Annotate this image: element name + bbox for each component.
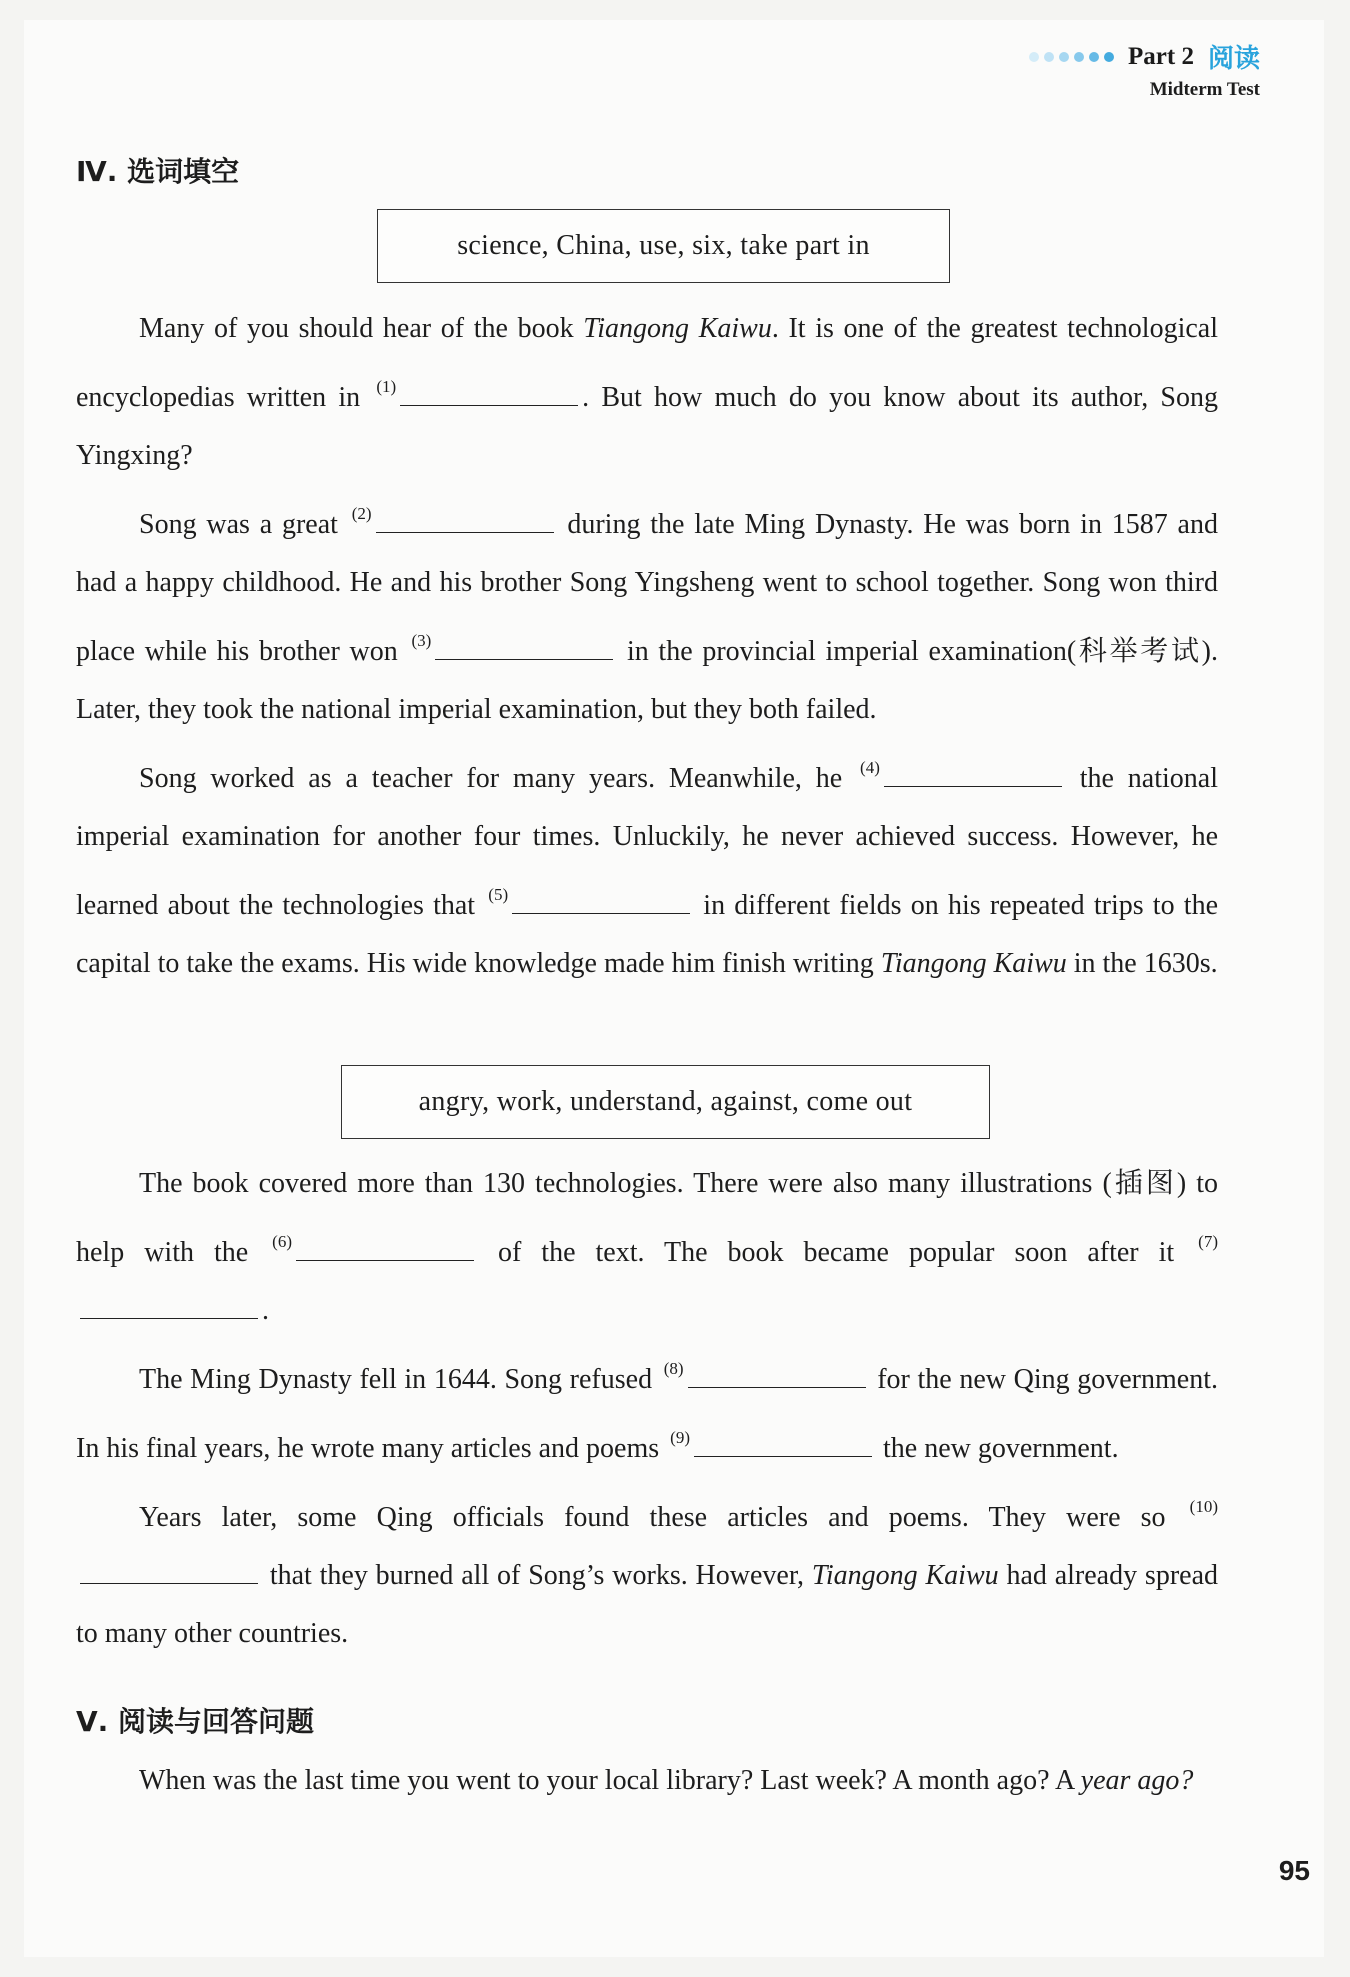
answer-blank-8[interactable] — [688, 1361, 866, 1388]
dot-icon — [1029, 52, 1039, 62]
passage-part-2 — [76, 1155, 1218, 1663]
blank-number: (6) — [272, 1232, 292, 1251]
blank-number: (8) — [663, 1359, 684, 1378]
section-5-heading: Ⅴ. 阅读与回答问题 — [76, 1705, 315, 1738]
answer-blank-1[interactable] — [400, 379, 578, 406]
book-title: Tiangong Kaiwu — [880, 948, 1067, 979]
answer-blank-7[interactable] — [80, 1292, 258, 1319]
blank-number: (9) — [670, 1428, 690, 1447]
blank-number: (10) — [1189, 1497, 1218, 1516]
paragraph: Many of you should hear of the book Tiangong Kaiwu. It is one of the greatest technological encyclopedias written in $^{(1)}$ . But how much do you know about its author, Song Yingxing? — [76, 313, 1219, 471]
answer-blank-10[interactable] — [80, 1557, 258, 1584]
dot-icon — [1044, 52, 1054, 62]
paragraph: Years later, some Qing officials found these articles and poems. They were so $^{(10)}$ that they burned all of Song’s works. However, Tiangong Kaiwu had already spread to many other countries. — [76, 1497, 1219, 1649]
blank-number: (7) — [1198, 1232, 1218, 1251]
answer-blank-4[interactable] — [884, 760, 1062, 787]
page-header — [1029, 38, 1260, 101]
answer-blank-5[interactable] — [512, 887, 690, 914]
blank-number: (5) — [488, 885, 509, 904]
paragraph: The Ming Dynasty fell in 1644. Song refused $^{(8)}$ for the new Qing government. In his final years, he wrote many articles and poems $^{(9)}$ the new government. — [76, 1359, 1218, 1464]
blank-number: (3) — [411, 631, 432, 650]
answer-blank-6[interactable] — [296, 1234, 474, 1261]
paragraph: When was the last time you went to your local library? Last week? A month ago? A year ago? — [139, 1765, 1194, 1796]
paragraph: Song was a great $^{(2)}$ during the late Ming Dynasty. He was born in 1587 and had a happy childhood. He and his brother Song Yingsheng went to school together. Song won third place while his brother won $^{(3)}$ in the provincial imperial examination(科举考试). Later, they took the national imperial examination, but they both failed. — [76, 504, 1218, 725]
word-bank-2: angry, work, understand, against, come out — [341, 1065, 990, 1139]
book-title: Tiangong Kaiwu — [811, 1560, 999, 1591]
passage-section-5 — [76, 1752, 1218, 1810]
paragraph: Song worked as a teacher for many years. Meanwhile, he $^{(4)}$ the national imperial examination for another four times. Unluckily, he never achieved success. However, he learned about the technologies that $^{(5)}$ in different fields on his repeated trips to the capital to take the exams. His wide knowledge made him finish writing Tiangong Kaiwu in the 1630s. — [76, 758, 1218, 979]
decorative-dots — [1029, 52, 1114, 62]
section-4-heading: Ⅳ. 选词填空 — [76, 155, 240, 188]
passage-part-1 — [76, 300, 1218, 993]
page-number: 95 — [1278, 1855, 1310, 1886]
blank-number: (2) — [351, 504, 372, 523]
blank-number: (1) — [376, 377, 397, 396]
word-bank-1: science, China, use, six, take part in — [377, 209, 950, 283]
test-subtitle: Midterm Test — [1149, 79, 1260, 100]
answer-blank-3[interactable] — [435, 633, 613, 660]
part-label-cn: 阅读 — [1207, 44, 1260, 74]
blank-number: (4) — [860, 758, 880, 777]
dot-icon — [1104, 52, 1114, 62]
book-title: Tiangong Kaiwu — [583, 313, 772, 344]
part-title: Part 2 — [1128, 42, 1194, 70]
dot-icon — [1074, 52, 1084, 62]
answer-blank-2[interactable] — [376, 506, 554, 533]
paragraph: The book covered more than 130 technologies. There were also many illustrations (插图) to help with the $^{(6)}$ of the text. The book became popular soon after it $^{(7)}$. — [76, 1168, 1218, 1326]
answer-blank-9[interactable] — [694, 1430, 872, 1457]
dot-icon — [1059, 52, 1069, 62]
dot-icon — [1089, 52, 1099, 62]
